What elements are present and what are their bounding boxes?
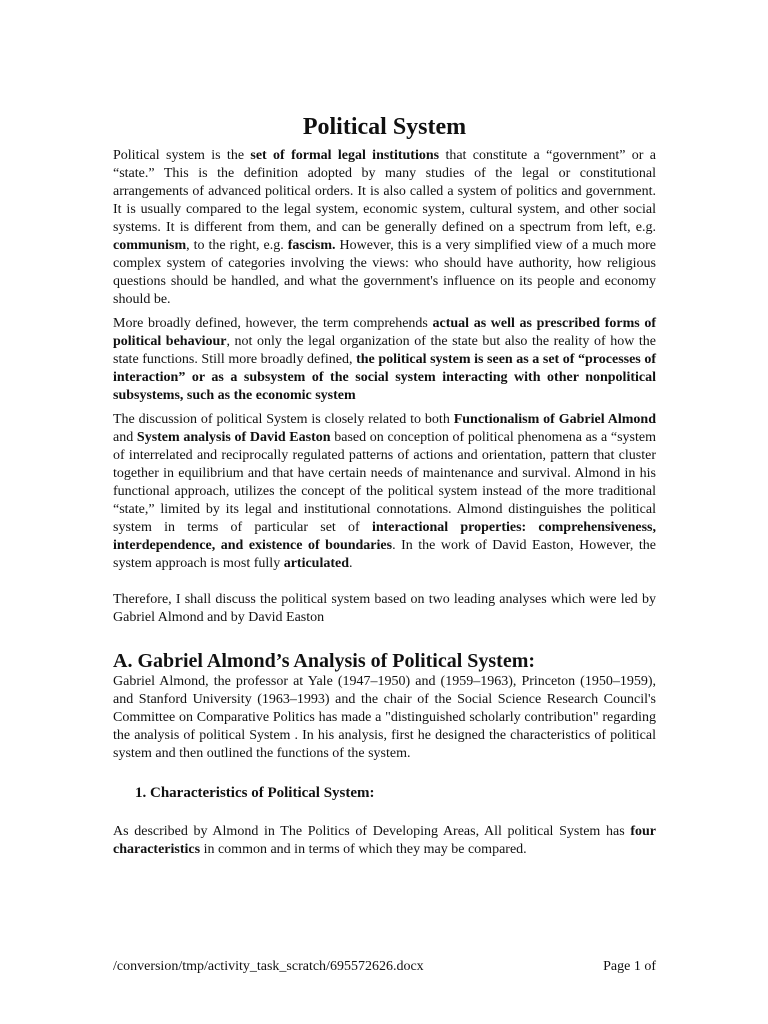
text-run: in common and in terms of which they may be compared. xyxy=(200,842,527,857)
bold-text-run: communism xyxy=(113,238,187,253)
footer-page-number: Page 1 of xyxy=(603,959,656,974)
bold-text-run: interactional properties: comprehensiveness, interdependence, and existence of boundaries xyxy=(113,520,656,553)
bold-text-run: set of formal legal institutions xyxy=(250,148,440,163)
section-heading-almond: A. Gabriel Almond’s Analysis of Political System: xyxy=(113,650,536,672)
paragraph-definition xyxy=(113,147,656,309)
bold-text-run: actual as well as prescribed forms of political behaviour xyxy=(113,316,657,349)
paragraph-almond-bio xyxy=(113,673,656,763)
text-run: Gabriel Almond, the professor at Yale (1947–1950) and (1959–1963), Princeton (1950–1959), and Stanford University (1963–1993) and the chair of the Social Science Research Council's Committee on Comparative Politics has made a "distinguished scholarly contribution" regarding the analysis of political System . In his analysis, first he designed the characteristics of political system and then outlined the functions of the system. xyxy=(113,674,656,761)
text-run: based on conception of political phenomena as a “system of interrelated and reciprocally regulated patterns of actions and orientation, pattern that cluster together in equilibrium and that have certain needs of maintenance and survival. Almond in his functional approach, utilizes the concept of the political system instead of the more traditional “state,” limited by its legal and institutional connotations. Almond distinguishes the political system in terms of particular set of xyxy=(113,430,656,535)
text-run: The discussion of political System is closely related to both xyxy=(113,412,454,427)
bold-text-run: fascism. xyxy=(287,238,336,253)
bold-text-run: Functionalism of Gabriel Almond xyxy=(453,412,656,427)
bold-text-run: System analysis of David Easton xyxy=(136,430,331,445)
paragraph-functionalism xyxy=(113,411,656,573)
text-run: and xyxy=(113,430,137,445)
bold-text-run: four characteristics xyxy=(113,824,656,857)
text-run: . xyxy=(349,556,353,571)
bold-text-run: articulated xyxy=(283,556,350,571)
paragraph-therefore xyxy=(113,591,656,627)
paragraph-broad-definition xyxy=(113,315,656,405)
document-body xyxy=(113,113,656,859)
paragraph-four-characteristics xyxy=(113,823,656,859)
text-run: . In the work of David Easton, However, the system approach is most fully xyxy=(113,538,656,571)
bold-text-run: the political system is seen as a set of “processes of interaction” or as a subsystem of the social system interacting with other nonpolitical subsystems, such as the economic system xyxy=(113,352,656,403)
text-run: Therefore, I shall discuss the political system based on two leading analyses which were led by Gabriel Almond and by David Easton xyxy=(113,592,656,625)
subheading-characteristics: 1. Characteristics of Political System: xyxy=(135,785,375,801)
text-run: As described by Almond in The Politics of Developing Areas, All political System has xyxy=(113,824,631,839)
text-run: , to the right, e.g. xyxy=(186,238,288,253)
text-run: Political system is the xyxy=(113,148,251,163)
text-run: More broadly defined, however, the term comprehends xyxy=(113,316,433,331)
page-title: Political System xyxy=(302,114,467,140)
text-run: However, this is a very simplified view of a much more complex system of categories involving the views: who should have authority, how religious questions should be handled, and what the government's influence on its people and economy should be. xyxy=(113,238,656,307)
text-run: that constitute a “government” or a “state.” This is the definition adopted by many studies of the legal or constitutional arrangements of advanced political orders. It is also called a system of politics and government. It is usually compared to the legal system, economic system, cultural system, and other social systems. It is different from them, and can be generally defined on a spectrum from left, e.g. xyxy=(113,148,656,235)
text-run: , not only the legal organization of the state but also the reality of how the state functions. Still more broadly defined, xyxy=(113,334,656,367)
footer-file-path: /conversion/tmp/activity_task_scratch/695572626.docx xyxy=(113,959,424,974)
